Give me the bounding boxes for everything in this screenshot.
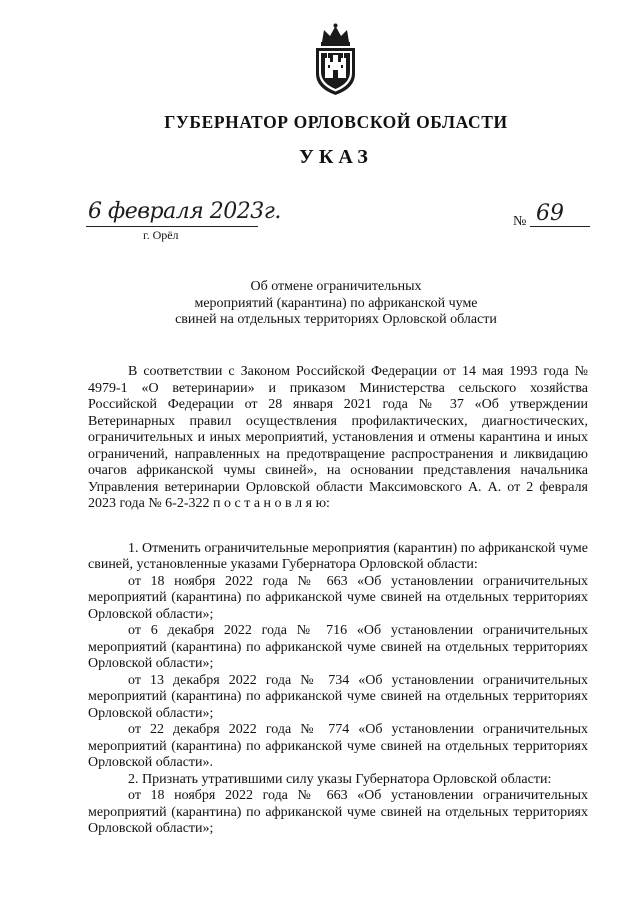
document-type-title: УКАЗ — [299, 146, 373, 168]
date-underline — [86, 226, 258, 227]
subject-line: свиней на отдельных территориях Орловской области — [175, 312, 497, 327]
clause-1-item: от 18 ноября 2022 года № 663 «Об установлении ограничительных мероприятий (карантина) по африканской чуме свиней на отдельных территориях Орловской области»; — [88, 573, 588, 622]
subject-line: мероприятий (карантина) по африканской чуме — [194, 295, 478, 311]
coat-of-arms-emblem — [308, 22, 363, 98]
clause-2: 2. Признать утратившими силу указы Губернатора Орловской области: — [128, 771, 552, 787]
handwritten-number: 69 — [536, 201, 564, 226]
clause-1-item: от 6 декабря 2022 года № 716 «Об установлении ограничительных мероприятий (карантина) по африканской чуме свиней на отдельных территориях Орловской области»; — [88, 623, 588, 671]
subject-line: Об отмене ограничительных — [250, 279, 422, 294]
handwritten-date: 6 февраля 2023г. — [88, 199, 281, 224]
preamble-paragraph: В соответствии с Законом Российской Федерации от 14 мая 1993 года № 4979-1 «О ветеринарии» и приказом Министерства сельского хозяйства Российской Федерации от 28 января 2021 года № 37 «Об утверждении Ветеринарных правил осуществления профилактических, диагностических, ограничительных и иных мероприятий, установления и отмены карантина и иных ограничений, направленных на предотвращение распространения и ликвидацию очагов африканской чумы свиней», на основании представления начальника Управления ветеринарии Орловской области Максимовского А. А. от 2 февраля 2023 года № 6-2-322 п о с т а н о в л я ю: — [88, 364, 588, 511]
issuing-authority-title: ГУБЕРНАТОР ОРЛОВСКОЙ ОБЛАСТИ — [164, 112, 508, 132]
clause-1-item: от 22 декабря 2022 года № 774 «Об установлении ограничительных мероприятий (карантина) по африканской чуме свиней на отдельных территориях Орловской области». — [88, 722, 588, 770]
document-subject — [140, 279, 532, 329]
clause-2-item: от 18 ноября 2022 года № 663 «Об установлении ограничительных мероприятий (карантина) по африканской чуме свиней на отдельных территориях Орловской области»; — [88, 788, 588, 836]
number-underline — [530, 226, 590, 227]
city-label: г. Орёл — [143, 228, 179, 242]
clause-1-item: от 13 декабря 2022 года № 734 «Об установлении ограничительных мероприятий (карантина) по африканской чуме свиней на отдельных территориях Орловской области»; — [88, 672, 588, 721]
document-body — [88, 364, 588, 838]
number-label: № — [513, 214, 527, 229]
clause-1: 1. Отменить ограничительные мероприятия (карантин) по африканской чуме свиней, установленные указами Губернатора Орловской области: — [88, 540, 588, 572]
